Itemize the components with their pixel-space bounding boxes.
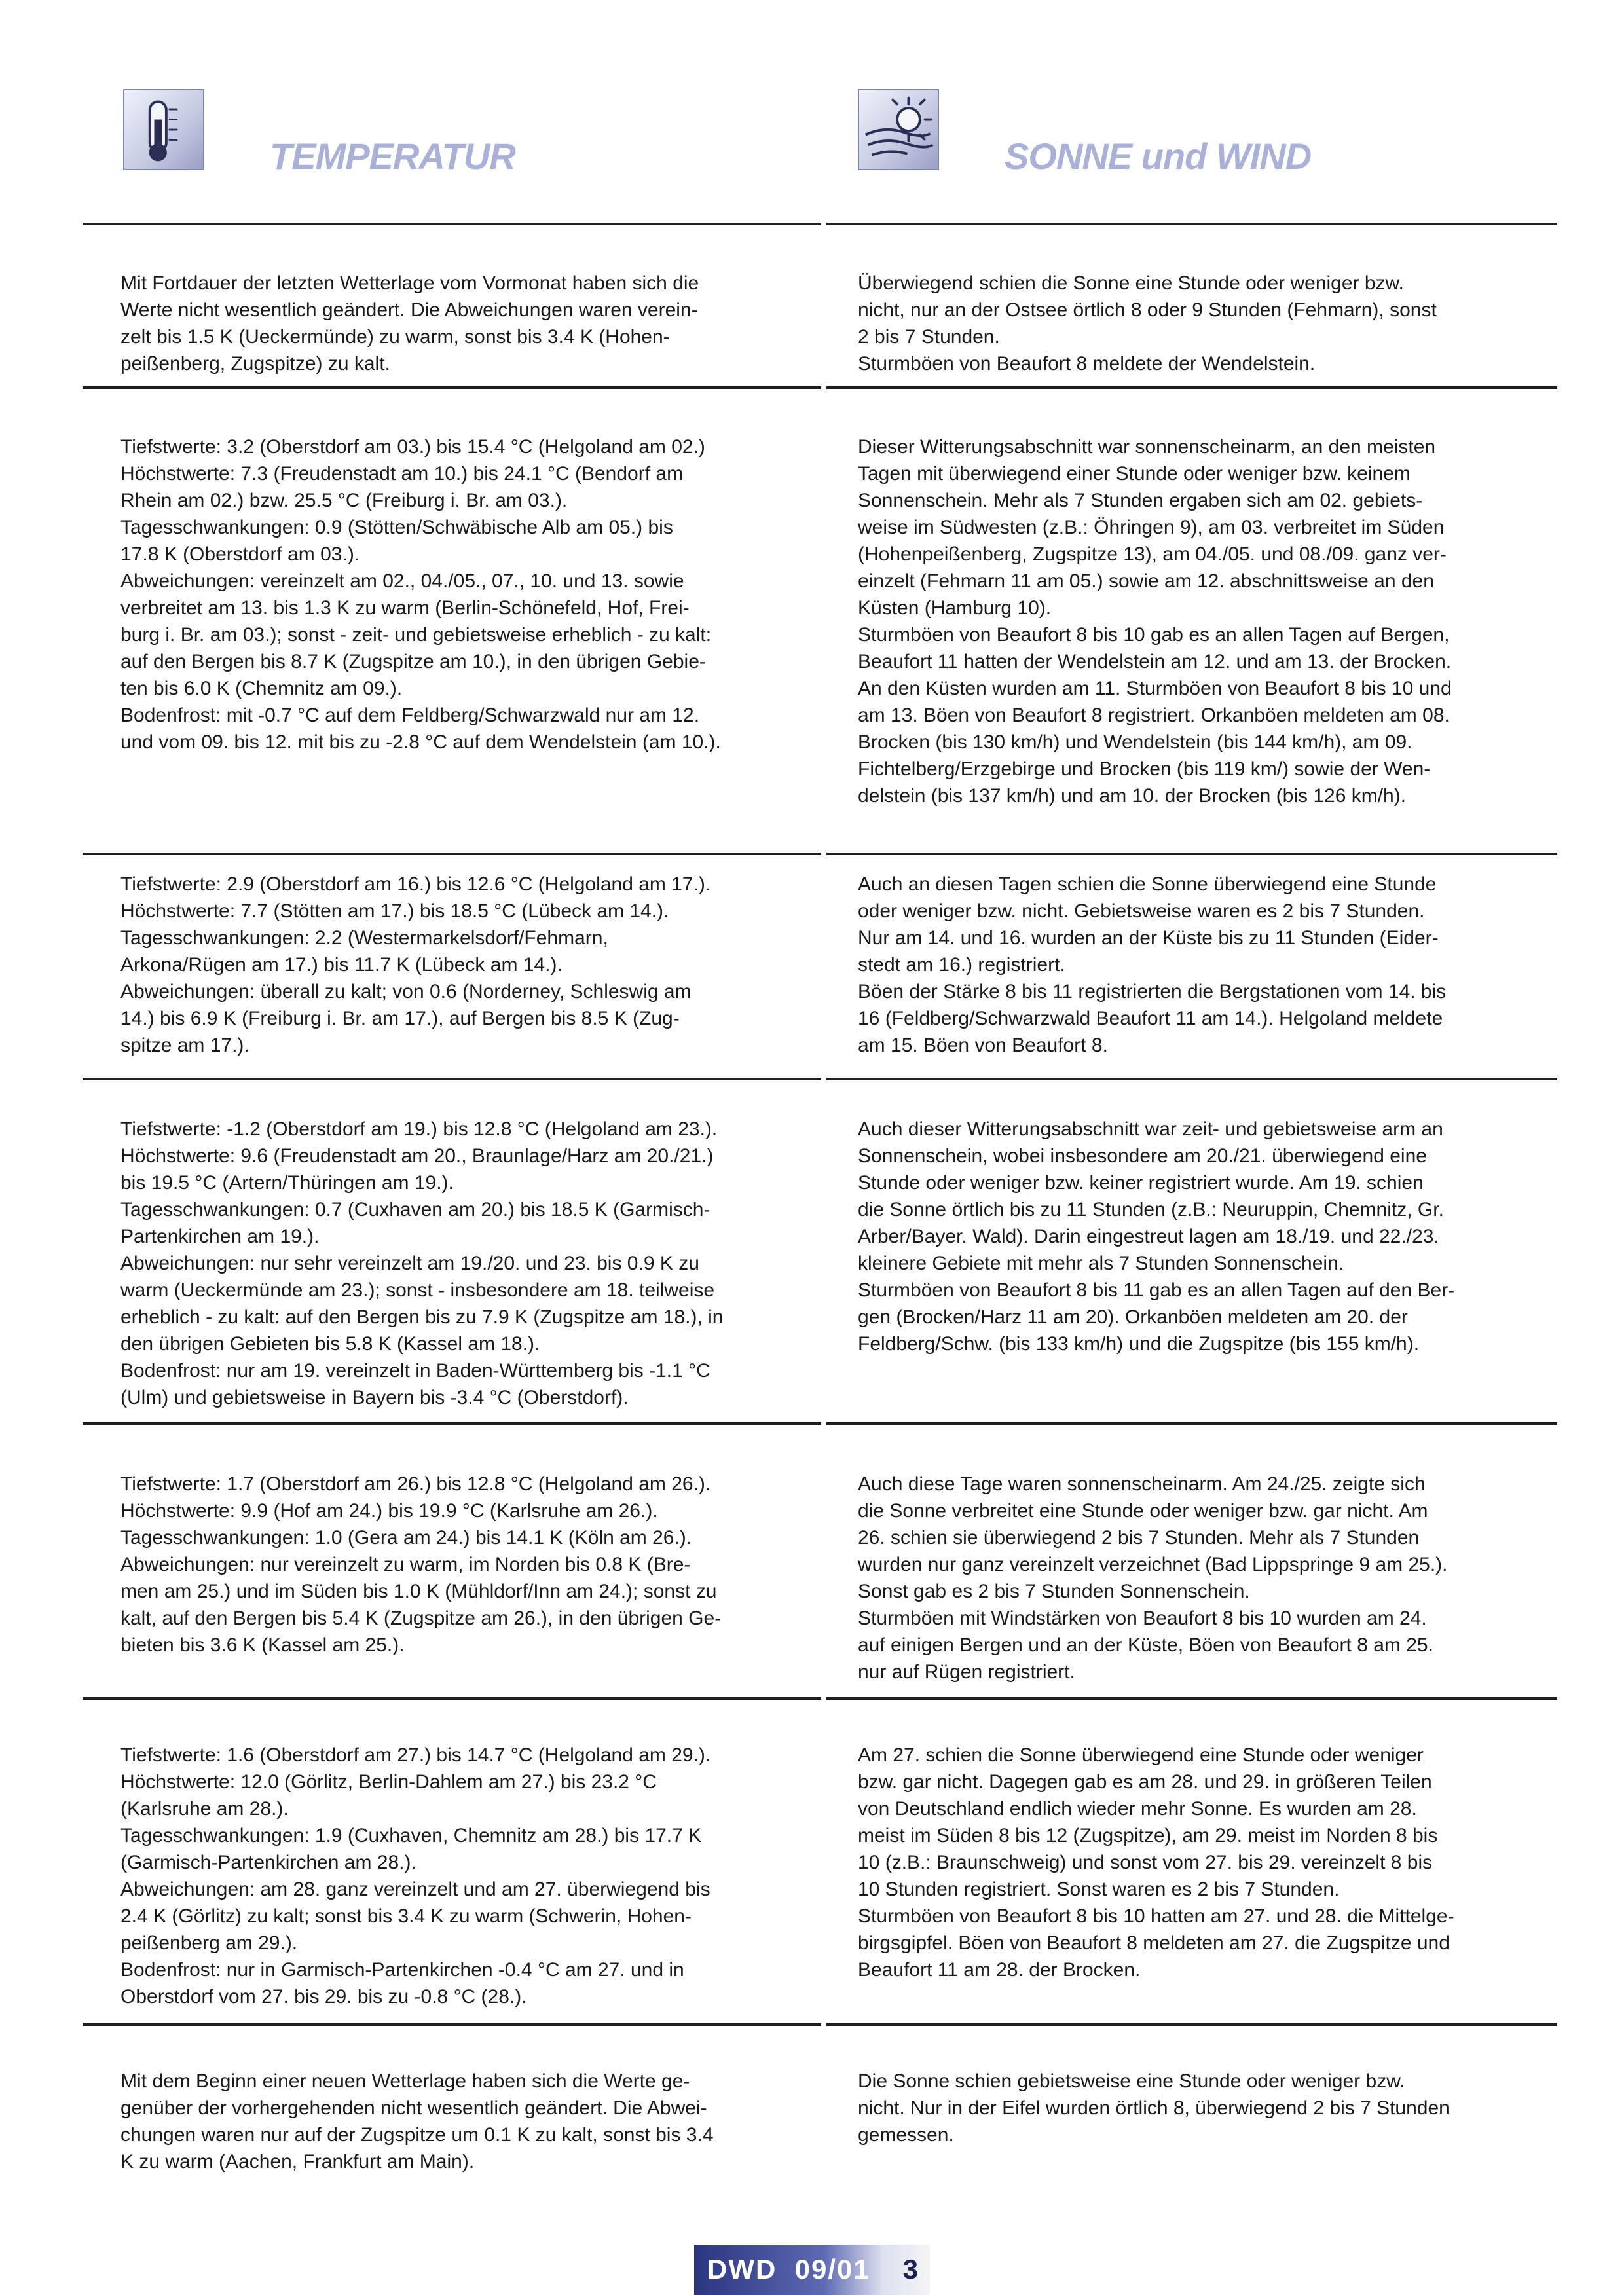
temperatur-paragraph-1: Mit Fortdauer der letzten Wetterlage vom Vormonat haben sich die Werte nicht wesentlich geändert. Die Abweichungen waren verein- zelt bis 1.5 K (Ueckermünde) zu warm, sonst bis 3.4 K (Hohen- peißenberg, Zugspitze) zu kalt. [120,272,699,375]
divider-left-4 [83,1422,821,1425]
thermometer-icon [123,89,204,170]
thermometer-graphic [124,90,203,169]
divider-left-1 [83,386,821,389]
temperatur-paragraph-4: Tiefstwerte: -1.2 (Oberstdorf am 19.) bis 12.8 °C (Helgoland am 23.). Höchstwerte: 9.6 (Freudenstadt am 20., Braunlage/Harz am 20./21.) bis 19.5 °C (Artern/Thüringen am 19.). Tagesschwankungen: 0.7 (Cuxhaven am 20.) bis 18.5 K (Garmisch- Partenkirchen am 19.). Abweichungen: nur sehr vereinzelt am 19./20. und 23. bis 0.9 K zu warm (Ueckermünde am 23.); sonst - insbesondere am 18. teilweise erheblich - zu kalt: auf den Bergen bis zu 7.9 K (Zugspitze am 18.), in den übrigen Gebieten bis 5.8 K (Kassel am 18.). Bodenfrost: nur am 19. vereinzelt in Baden-Württemberg bis -1.1 °C (Ulm) und gebietsweise in Bayern bis -3.4 °C (Oberstdorf). [120,1118,724,1408]
divider-left-5 [83,1697,821,1700]
divider-right-top [826,223,1557,225]
divider-right-4 [826,1422,1557,1425]
sun-wind-graphic [859,90,938,169]
divider-left-2 [83,853,821,855]
sonne-wind-paragraph-6: Am 27. schien die Sonne überwiegend eine Stunde oder weniger bzw. gar nicht. Dagegen gab es am 28. und 29. in größeren Teilen von Deutschland endlich wieder mehr Sonne. Es wurden am 28. meist im Süden 8 bis 12 (Zugspitze), am 29. meist im Norden 8 bis 10 (z.B.: Braunschweig) und sonst vom 27. bis 29. vereinzelt 8 bis 10 Stunden registriert. Sonst waren es 2 bis 7 Stunden. Sturmböen von Beaufort 8 bis 10 hatten am 27. und 28. die Mittelge- birgsgipfel. Böen von Beaufort 8 meldeten am 27. die Zugspitze und Beaufort 11 am 28. der Brocken. [858,1744,1454,1981]
sonne-wind-paragraph-7: Die Sonne schien gebietsweise eine Stunde oder weniger bzw. nicht. Nur in der Eifel wurden örtlich 8, überwiegend 2 bis 7 Stunden gemessen. [858,2070,1450,2146]
divider-right-1 [826,386,1557,389]
sonne-wind-paragraph-3: Auch an diesen Tagen schien die Sonne überwiegend eine Stunde oder weniger bzw. nicht. Gebietsweise waren es 2 bis 7 Stunden. Nur am 14. und 16. wurden an der Küste bis zu 11 Stunden (Eider- stedt am 16.) registriert. Böen der Stärke 8 bis 11 registrierten die Bergstationen vom 14. bis 16 (Feldberg/Schwarzwald Beaufort 11 am 14.). Helgoland meldete am 15. Böen von Beaufort 8. [858,873,1447,1056]
footer-publisher: DWD [707,2254,777,2285]
divider-left-top [83,223,821,225]
footer-issue-label [707,2254,870,2285]
sonne-wind-paragraph-2: Dieser Witterungsabschnitt war sonnenscheinarm, an den meisten Tagen mit überwiegend einer Stunde oder weniger bzw. keinem Sonnenschein. Mehr als 7 Stunden ergaben sich am 02. gebiets- weise im Südwesten (z.B.: Öhringen 9), am 03. verbreitet im Süden (Hohenpeißenberg, Zugspitze 13), am 04./05. und 08./09. ganz ver- einzelt (Fehmarn 11 am 05.) sowie am 12. abschnittsweise an den Küsten (Hamburg 10). Sturmböen von Beaufort 8 bis 10 gab es an allen Tagen auf Bergen, Beaufort 11 hatten der Wendelstein am 12. und am 13. der Brocken. An den Küsten wurden am 11. Sturmböen von Beaufort 8 bis 10 und am 13. Böen von Beaufort 8 registriert. Orkanböen meldeten am 08. Brocken (bis 130 km/h) und Wendelstein (bis 144 km/h), am 09. Fichtelberg/Erzgebirge und Brocken (bis 119 km/) sowie der Wen- delstein (bis 137 km/h) und am 10. der Brocken (bis 126 km/h). [858,436,1452,807]
sonne-wind-paragraph-4: Auch dieser Witterungsabschnitt war zeit- und gebietsweise arm an Sonnenschein, wobei insbesondere am 20./21. überwiegend eine Stunde oder weniger bzw. keiner registriert wurde. Am 19. schien die Sonne örtlich bis zu 11 Stunden (z.B.: Neuruppin, Chemnitz, Gr. Arber/Bayer. Wald). Darin eingestreut lagen am 18./19. und 22./23. kleinere Gebiete mit mehr als 7 Stunden Sonnenschein. Sturmböen von Beaufort 8 bis 11 gab es an allen Tagen auf den Ber- gen (Brocken/Harz 11 am 20). Orkanböen meldeten am 20. der Feldberg/Schw. (bis 133 km/h) und die Zugspitze (bis 155 km/h). [858,1118,1455,1355]
divider-right-2 [826,853,1557,855]
sonne-wind-paragraph-1: Überwiegend schien die Sonne eine Stunde oder weniger bzw. nicht, nur an der Ostsee örtlich 8 oder 9 Stunden (Fehmarn), sonst 2 bis 7 Stunden. Sturmböen von Beaufort 8 meldete der Wendelstein. [858,272,1437,375]
divider-right-6 [826,2023,1557,2026]
page-number: 3 [902,2254,918,2285]
page-footer [694,2245,930,2295]
temperatur-paragraph-3: Tiefstwerte: 2.9 (Oberstdorf am 16.) bis 12.6 °C (Helgoland am 17.). Höchstwerte: 7.7 (Stötten am 17.) bis 18.5 °C (Lübeck am 14.). Tagesschwankungen: 2.2 (Westermarkelsdorf/Fehmarn, Arkona/Rügen am 17.) bis 11.7 K (Lübeck am 14.). Abweichungen: überall zu kalt; von 0.6 (Norderney, Schleswig am 14.) bis 6.9 K (Freiburg i. Br. am 17.), auf Bergen bis 8.5 K (Zug- spitze am 17.). [120,873,711,1056]
temperatur-paragraph-6: Tiefstwerte: 1.6 (Oberstdorf am 27.) bis 14.7 °C (Helgoland am 29.). Höchstwerte: 12.0 (Görlitz, Berlin-Dahlem am 27.) bis 23.2 °C (Karlsruhe am 28.). Tagesschwankungen: 1.9 (Cuxhaven, Chemnitz am 28.) bis 17.7 K (Garmisch-Partenkirchen am 28.). Abweichungen: am 28. ganz vereinzelt und am 27. überwiegend bis 2.4 K (Görlitz) zu kalt; sonst bis 3.4 K zu warm (Schwerin, Hohen- peißenberg am 29.). Bodenfrost: nur in Garmisch-Partenkirchen -0.4 °C am 27. und in Oberstdorf vom 27. bis 29. bis zu -0.8 °C (28.). [120,1744,711,2008]
temperatur-paragraph-5: Tiefstwerte: 1.7 (Oberstdorf am 26.) bis 12.8 °C (Helgoland am 26.). Höchstwerte: 9.9 (Hof am 24.) bis 19.9 °C (Karlsruhe am 26.). Tagesschwankungen: 1.0 (Gera am 24.) bis 14.1 K (Köln am 26.). Abweichungen: nur vereinzelt zu warm, im Norden bis 0.8 K (Bre- men am 25.) und im Süden bis 1.0 K (Mühldorf/Inn am 24.); sonst zu kalt, auf den Bergen bis 5.4 K (Zugspitze am 26.), in den übrigen Ge- bieten bis 3.6 K (Kassel am 25.). [120,1473,722,1656]
section-title-temperatur: TEMPERATUR [270,136,515,177]
divider-right-3 [826,1078,1557,1080]
divider-left-6 [83,2023,821,2026]
sun-wind-icon [858,89,939,170]
footer-issue: 09/01 [794,2254,870,2285]
section-title-sonne-wind: SONNE und WIND [1005,136,1312,177]
sonne-wind-paragraph-5: Auch diese Tage waren sonnenscheinarm. Am 24./25. zeigte sich die Sonne verbreitet eine Stunde oder weniger bzw. gar nicht. Am 26. schien sie überwiegend 2 bis 7 Stunden. Mehr als 7 Stunden wurden nur ganz vereinzelt verzeichnet (Bad Lippspringe 9 am 25.). Sonst gab es 2 bis 7 Stunden Sonnenschein. Sturmböen mit Windstärken von Beaufort 8 bis 10 wurden am 24. auf einigen Bergen und an der Küste, Böen von Beaufort 8 am 25. nur auf Rügen registriert. [858,1473,1448,1683]
divider-left-3 [83,1078,821,1080]
temperatur-paragraph-7: Mit dem Beginn einer neuen Wetterlage haben sich die Werte ge- genüber der vorhergehenden nicht wesentlich geändert. Die Abwei- chungen waren nur auf der Zugspitze um 0.1 K zu kalt, sonst bis 3.4 K zu warm (Aachen, Frankfurt am Main). [120,2070,714,2173]
divider-right-5 [826,1697,1557,1700]
temperatur-paragraph-2: Tiefstwerte: 3.2 (Oberstdorf am 03.) bis 15.4 °C (Helgoland am 02.) Höchstwerte: 7.3 (Freudenstadt am 10.) bis 24.1 °C (Bendorf am Rhein am 02.) bzw. 25.5 °C (Freiburg i. Br. am 03.). Tagesschwankungen: 0.9 (Stötten/Schwäbische Alb am 05.) bis 17.8 K (Oberstdorf am 03.). Abweichungen: vereinzelt am 02., 04./05., 07., 10. und 13. sowie verbreitet am 13. bis 1.3 K zu warm (Berlin-Schönefeld, Hof, Frei- burg i. Br. am 03.); sonst - zeit- und gebietsweise erheblich - zu kalt: auf den Bergen bis 8.7 K (Zugspitze am 10.), in den übrigen Gebie- ten bis 6.0 K (Chemnitz am 09.). Bodenfrost: mit -0.7 °C auf dem Feldberg/Schwarzwald nur am 12. und vom 09. bis 12. mit bis zu -2.8 °C auf dem Wendelstein (am 10.). [120,436,721,753]
